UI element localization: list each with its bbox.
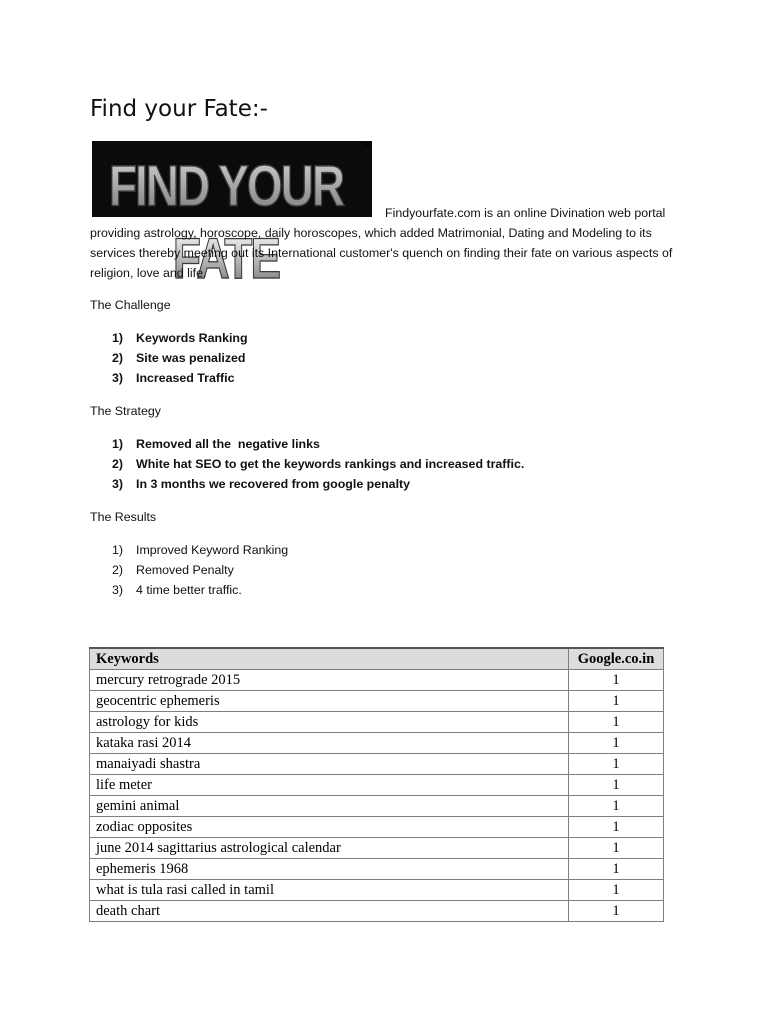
- list-item: 1) Improved Keyword Ranking: [112, 543, 289, 557]
- results-list: [112, 540, 288, 600]
- table-row: [90, 712, 664, 733]
- keyword-cell: mercury retrograde 2015: [90, 670, 569, 691]
- table-row: [90, 817, 664, 838]
- list-item: 3) In 3 months we recovered from google penalty: [112, 477, 411, 491]
- intro-first-line: Findyourfate.com is an online Divination web portal: [385, 206, 666, 220]
- rank-cell: 1: [569, 670, 664, 691]
- rank-cell: 1: [569, 901, 664, 922]
- keyword-ranking-table: [89, 647, 664, 922]
- rank-cell: 1: [569, 796, 664, 817]
- rank-cell: 1: [569, 817, 664, 838]
- keyword-cell: ephemeris 1968: [90, 859, 569, 880]
- table-row: [90, 796, 664, 817]
- table-row: [90, 901, 664, 922]
- table-row: [90, 880, 664, 901]
- intro-paragraph: [90, 203, 690, 283]
- strategy-heading: The Strategy: [90, 404, 161, 418]
- keyword-cell: life meter: [90, 775, 569, 796]
- keyword-cell: june 2014 sagittarius astrological calendar: [90, 838, 569, 859]
- rank-cell: 1: [569, 754, 664, 775]
- table-row: [90, 775, 664, 796]
- strategy-list: [112, 434, 524, 494]
- challenge-heading: The Challenge: [90, 298, 171, 312]
- keyword-cell: death chart: [90, 901, 569, 922]
- list-item: 1) Keywords Ranking: [112, 331, 248, 345]
- keyword-cell: geocentric ephemeris: [90, 691, 569, 712]
- rank-cell: 1: [569, 733, 664, 754]
- table-row: [90, 670, 664, 691]
- table-header-row: [90, 648, 664, 670]
- keyword-cell: manaiyadi shastra: [90, 754, 569, 775]
- keyword-cell: what is tula rasi called in tamil: [90, 880, 569, 901]
- keyword-cell: kataka rasi 2014: [90, 733, 569, 754]
- keyword-cell: gemini animal: [90, 796, 569, 817]
- table-row: [90, 859, 664, 880]
- header-google: Google.co.in: [569, 648, 664, 670]
- list-item: 3) Increased Traffic: [112, 371, 235, 385]
- header-keywords: Keywords: [90, 648, 569, 670]
- list-item: 1) Removed all the negative links: [112, 437, 320, 451]
- results-heading: The Results: [90, 510, 157, 524]
- rank-cell: 1: [569, 712, 664, 733]
- table-row: [90, 754, 664, 775]
- rank-cell: 1: [569, 775, 664, 796]
- rank-cell: 1: [569, 859, 664, 880]
- table-row: [90, 691, 664, 712]
- list-item: 2) Removed Penalty: [112, 563, 234, 577]
- list-item: 3) 4 time better traffic.: [112, 583, 242, 597]
- intro-rest: providing astrology, horoscope, daily horoscopes, which added Matrimonial, Dating and Modeling to its services thereby meeting out its International customer's quench on finding their fate on various aspects of religion, love and life.: [90, 226, 673, 280]
- table-row: [90, 733, 664, 754]
- list-item: 2) Site was penalized: [112, 351, 246, 365]
- list-item: 2) White hat SEO to get the keywords rankings and increased traffic.: [112, 457, 525, 471]
- logo-wordmark: FIND YOUR FATE: [92, 149, 360, 294]
- page-title: Find your Fate:-: [90, 96, 268, 122]
- logo-trademark: TM: [360, 142, 371, 149]
- rank-cell: 1: [569, 880, 664, 901]
- rank-cell: 1: [569, 691, 664, 712]
- rank-cell: 1: [569, 838, 664, 859]
- table-row: [90, 838, 664, 859]
- keyword-cell: zodiac opposites: [90, 817, 569, 838]
- keyword-cell: astrology for kids: [90, 712, 569, 733]
- challenge-list: [112, 328, 248, 388]
